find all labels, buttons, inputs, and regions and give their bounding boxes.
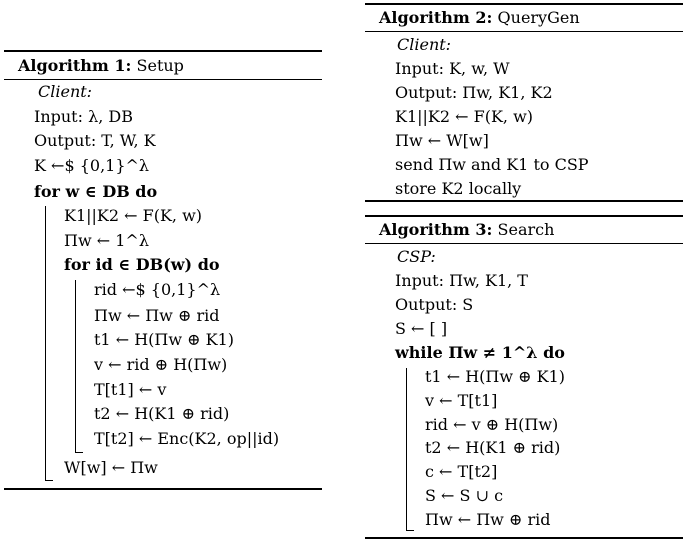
alg3-bottom-rule <box>365 537 683 539</box>
algorithm-1 <box>4 50 322 492</box>
alg1-line-8: for id ∈ DB(w) do <box>64 255 220 274</box>
algorithm-3 <box>365 215 683 541</box>
alg3-line-8: rid ← v ⊕ H(Πw) <box>425 415 559 434</box>
alg2-title: Algorithm 2: QueryGen <box>379 8 580 27</box>
alg1-line-7: Πw ← 1^λ <box>64 231 149 250</box>
alg3-line-1: CSP: <box>397 247 436 266</box>
alg1-line-10: Πw ← Πw ⊕ rid <box>94 306 220 325</box>
alg2-top-rule <box>365 3 683 5</box>
alg1-line-11: t1 ← H(Πw ⊕ K1) <box>94 330 234 349</box>
alg1-for-bar <box>45 206 53 481</box>
alg2-line-2: Input: K, w, W <box>395 59 510 78</box>
alg1-line-12: v ← rid ⊕ H(Πw) <box>94 355 228 374</box>
alg1-top-rule <box>4 50 322 52</box>
alg1-line-5: for w ∈ DB do <box>34 182 158 201</box>
alg2-line-4: K1||K2 ← F(K, w) <box>395 107 534 126</box>
alg1-line-13: T[t1] ← v <box>94 380 167 399</box>
alg3-line-7: v ← T[t1] <box>425 391 498 410</box>
alg3-line-2: Input: Πw, K1, T <box>395 271 528 290</box>
alg1-title: Algorithm 1: Setup <box>18 56 184 75</box>
alg3-top-rule <box>365 215 683 217</box>
alg2-line-5: Πw ← W[w] <box>395 131 489 150</box>
algorithm-2 <box>365 3 683 203</box>
alg1-line-2: Input: λ, DB <box>34 107 133 126</box>
alg1-line-1: Client: <box>38 82 93 101</box>
alg3-line-12: Πw ← Πw ⊕ rid <box>425 510 551 529</box>
alg3-line-6: t1 ← H(Πw ⊕ K1) <box>425 367 565 386</box>
alg1-title-rule <box>4 79 322 80</box>
alg2-line-1: Client: <box>397 35 452 54</box>
alg3-line-11: S ← S ∪ c <box>425 486 504 505</box>
alg1-line-14: t2 ← H(K1 ⊕ rid) <box>94 404 230 423</box>
alg1-line-15: T[t2] ← Enc(K2, op||id) <box>94 429 280 448</box>
alg1-line-6: K1||K2 ← F(K, w) <box>64 206 203 225</box>
alg1-bottom-rule <box>4 488 322 490</box>
alg1-line-9: rid ←$ {0,1}^λ <box>94 280 221 299</box>
alg2-line-3: Output: Πw, K1, K2 <box>395 83 553 102</box>
alg2-line-6: send Πw and K1 to CSP <box>395 155 589 174</box>
alg3-title-rule <box>365 243 683 244</box>
alg3-line-5: while Πw ≠ 1^λ do <box>395 343 565 362</box>
alg2-bottom-rule <box>365 200 683 202</box>
alg3-line-10: c ← T[t2] <box>425 462 498 481</box>
alg2-line-7: store K2 locally <box>395 179 522 198</box>
alg1-inner-for-bar <box>75 280 83 453</box>
alg1-line-16: W[w] ← Πw <box>64 458 158 477</box>
alg3-line-3: Output: S <box>395 295 474 314</box>
alg3-title: Algorithm 3: Search <box>379 220 555 239</box>
alg3-while-bar <box>406 368 414 531</box>
alg3-line-4: S ← [ ] <box>395 319 448 338</box>
alg1-line-4: K ←$ {0,1}^λ <box>34 156 150 175</box>
alg2-title-rule <box>365 31 683 32</box>
alg1-line-3: Output: T, W, K <box>34 131 156 150</box>
alg3-line-9: t2 ← H(K1 ⊕ rid) <box>425 438 561 457</box>
